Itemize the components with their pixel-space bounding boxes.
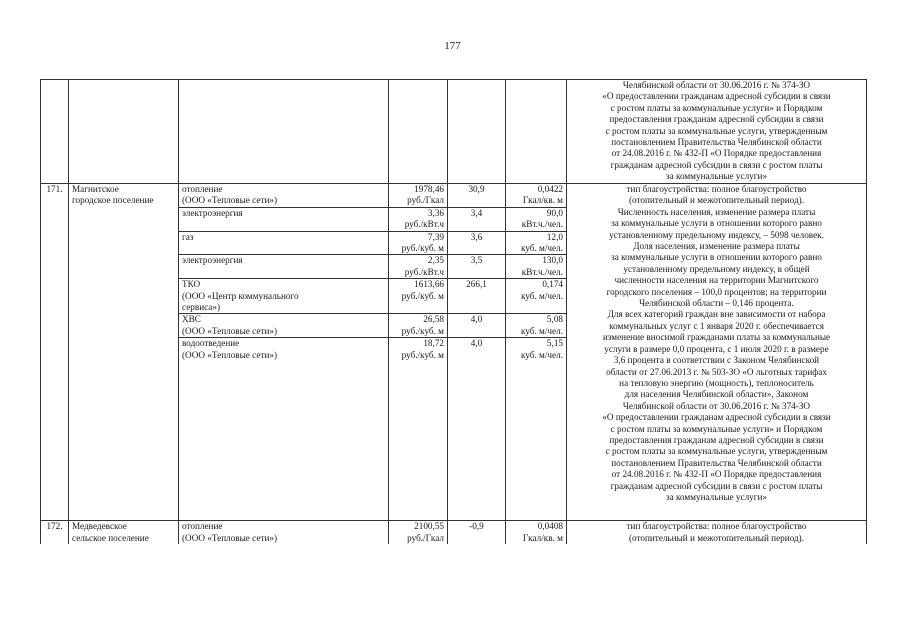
tariff-value: 1613,66 руб./куб. м	[389, 279, 448, 314]
norm-value: 0,0408 Гкал/кв. м	[506, 521, 567, 544]
index-value: 266,1	[448, 279, 506, 314]
entry-note: тип благоустройства: полное благоустройство (отопительный и межотопительный период). Численность населения, изменение размера платы за коммунальные услуги в отношении которого равно установленному предельному индексу, – 5098 человек. Доля населения, изменение размера платы за коммунальные услуги в отношении которого равно установленному предельному индексу, в общей численности населения на территории Магнитского городского поселения – 100,0 процентов; на территории Челябинской области – 0,146 процента. Для всех категорий граждан вне зависимости от набора коммунальных услуг с 1 января 2020 г. обеспечивается изменение вносимой гражданами платы за коммунальные услуги в размере 0,0 процента, с 1 июля 2020 г. в размере 3,6 процента в соответствии с Законом Челябинской области от 27.06.2013 г. № 503-ЗО «О льготных тарифах на тепловую энергию (мощность), теплоноситель для населения Челябинской области», Законом Челябинской области от 30.06.2016 г. № 374-ЗО «О предоставлении гражданам адресной субсидии в связи с ростом платы за коммунальные услуги» и Порядком предоставления гражданам адресной субсидии в связи с ростом платы за коммунальные услуги, утвержденным постановлением Правительства Челябинской области от 24.08.2016 г. № 432-П «О Порядке предоставления гражданам адресной субсидии в связи с ростом платы за коммунальные услуги»	[567, 184, 867, 521]
tariff-value: 26,58 руб./куб. м	[389, 314, 448, 338]
index-value: 30,9	[448, 184, 506, 208]
table-row	[41, 184, 867, 208]
continuation-name-cell	[69, 80, 179, 184]
service-name: отопление (ООО «Тепловые сети»)	[179, 521, 389, 544]
service-name: ТКО (ООО «Центр коммунального сервиса»)	[179, 279, 389, 314]
continuation-num-cell	[41, 80, 69, 184]
norm-value: 0,0422 Гкал/кв. м	[506, 184, 567, 208]
norm-value: 5,08 куб. м/чел.	[506, 314, 567, 338]
page-number: 177	[444, 40, 461, 52]
index-value: -0,9	[448, 521, 506, 544]
entry-number: 172.	[41, 521, 69, 544]
tariff-value: 2,35 руб./кВт.ч	[389, 255, 448, 279]
table-row	[41, 521, 867, 544]
service-name: электроэнергия	[179, 255, 389, 279]
norm-value: 5,15 куб. м/чел.	[506, 338, 567, 521]
tariff-value: 18,72 руб./куб. м	[389, 338, 448, 521]
continuation-index-cell	[448, 80, 506, 184]
norm-value: 130,0 кВт.ч./чел.	[506, 255, 567, 279]
service-name: газ	[179, 231, 389, 255]
entry-note: тип благоустройства: полное благоустройство (отопительный и межотопительный период).	[567, 521, 867, 544]
norm-value: 90,0 кВт.ч./чел.	[506, 207, 567, 231]
tariff-table	[40, 79, 867, 544]
index-value: 3,6	[448, 231, 506, 255]
settlement-name: Медведевское сельское поселение	[69, 521, 179, 544]
service-name: электроэнергия	[179, 207, 389, 231]
continuation-row	[41, 80, 867, 184]
tariff-value: 2100,55 руб./Гкал	[389, 521, 448, 544]
tariff-value: 3,36 руб./кВт.ч	[389, 207, 448, 231]
tariff-value: 7,39 руб./куб. м	[389, 231, 448, 255]
service-name: ХВС (ООО «Тепловые сети»)	[179, 314, 389, 338]
service-name: водоотведение (ООО «Тепловые сети»)	[179, 338, 389, 521]
settlement-name: Магнитское городское поселение	[69, 184, 179, 521]
entry-number: 171.	[41, 184, 69, 521]
continuation-tariff-cell	[389, 80, 448, 184]
index-value: 4,0	[448, 314, 506, 338]
index-value: 4,0	[448, 338, 506, 521]
norm-value: 12,0 куб. м/чел.	[506, 231, 567, 255]
tariff-value: 1978,46 руб./Гкал	[389, 184, 448, 208]
norm-value: 0,174 куб. м/чел.	[506, 279, 567, 314]
continuation-service-cell	[179, 80, 389, 184]
index-value: 3,4	[448, 207, 506, 231]
service-name: отопление (ООО «Тепловые сети»)	[179, 184, 389, 208]
index-value: 3,5	[448, 255, 506, 279]
continuation-norm-cell	[506, 80, 567, 184]
continuation-note: Челябинской области от 30.06.2016 г. № 374-ЗО «О предоставлении гражданам адресной субсидии в связи с ростом платы за коммунальные услуги» и Порядком предоставления гражданам адресной субсидии в связи с ростом платы за коммунальные услуги, утвержденным постановлением Правительства Челябинской области от 24.08.2016 г. № 432-П «О Порядке предоставления гражданам адресной субсидии в связи с ростом платы за коммунальные услуги»	[567, 80, 867, 184]
